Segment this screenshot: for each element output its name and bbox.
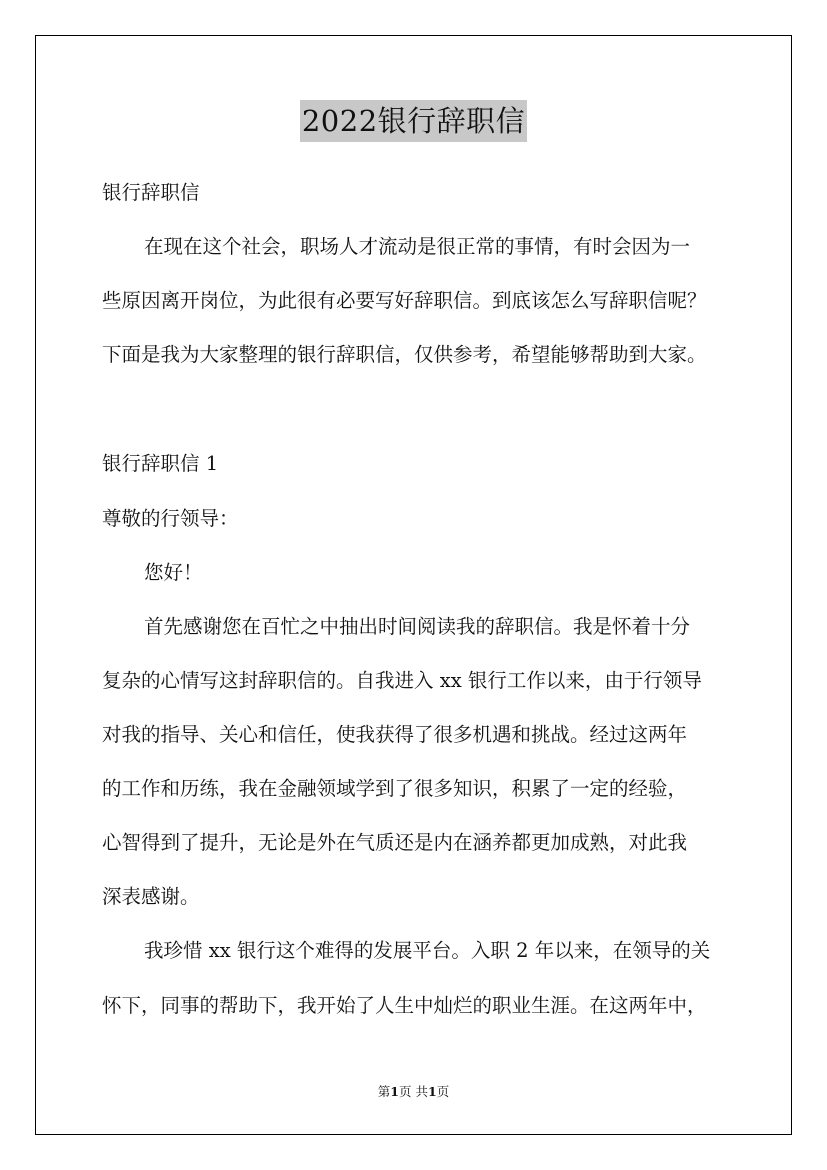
document-heading: 银行辞职信	[102, 181, 200, 204]
paragraph-line: 我珍惜 xx 银行这个难得的发展平台。入职 2 年以来，在领导的关	[144, 939, 711, 962]
paragraph-line: 深表感谢。	[102, 885, 200, 908]
footer-page-number: 1	[390, 1084, 399, 1099]
intro-line: 下面是我为大家整理的银行辞职信，仅供参考，希望能够帮助到大家。	[102, 343, 707, 366]
salutation: 尊敬的行领导：	[102, 507, 239, 530]
paragraph-line: 对我的指导、关心和信任，使我获得了很多机遇和挑战。经过这两年	[102, 723, 688, 746]
intro-line: 在现在这个社会，职场人才流动是很正常的事情，有时会因为一	[144, 235, 691, 258]
intro-line: 些原因离开岗位，为此很有必要写好辞职信。到底该怎么写辞职信呢？	[102, 289, 707, 312]
paragraph-line: 怀下，同事的帮助下，我开始了人生中灿烂的职业生涯。在这两年中，	[102, 994, 707, 1017]
footer-prefix: 第	[377, 1084, 391, 1099]
footer-mid: 页 共	[399, 1084, 428, 1099]
paragraph-line: 复杂的心情写这封辞职信的。自我进入 xx 银行工作以来，由于行领导	[102, 669, 702, 692]
paragraph-line: 首先感谢您在百忙之中抽出时间阅读我的辞职信。我是怀着十分	[144, 615, 691, 638]
greeting: 您好！	[144, 561, 203, 584]
paragraph-line: 的工作和历练，我在金融领域学到了很多知识，积累了一定的经验，	[102, 777, 688, 800]
document-title-text: 2022银行辞职信	[300, 100, 527, 142]
footer-suffix: 页	[436, 1084, 450, 1099]
paragraph-line: 心智得到了提升，无论是外在气质还是内在涵养都更加成熟，对此我	[102, 831, 688, 854]
footer-page-total: 1	[427, 1084, 437, 1099]
section-title: 银行辞职信 1	[102, 452, 219, 475]
page-footer	[0, 1083, 827, 1101]
document-title	[0, 100, 827, 142]
